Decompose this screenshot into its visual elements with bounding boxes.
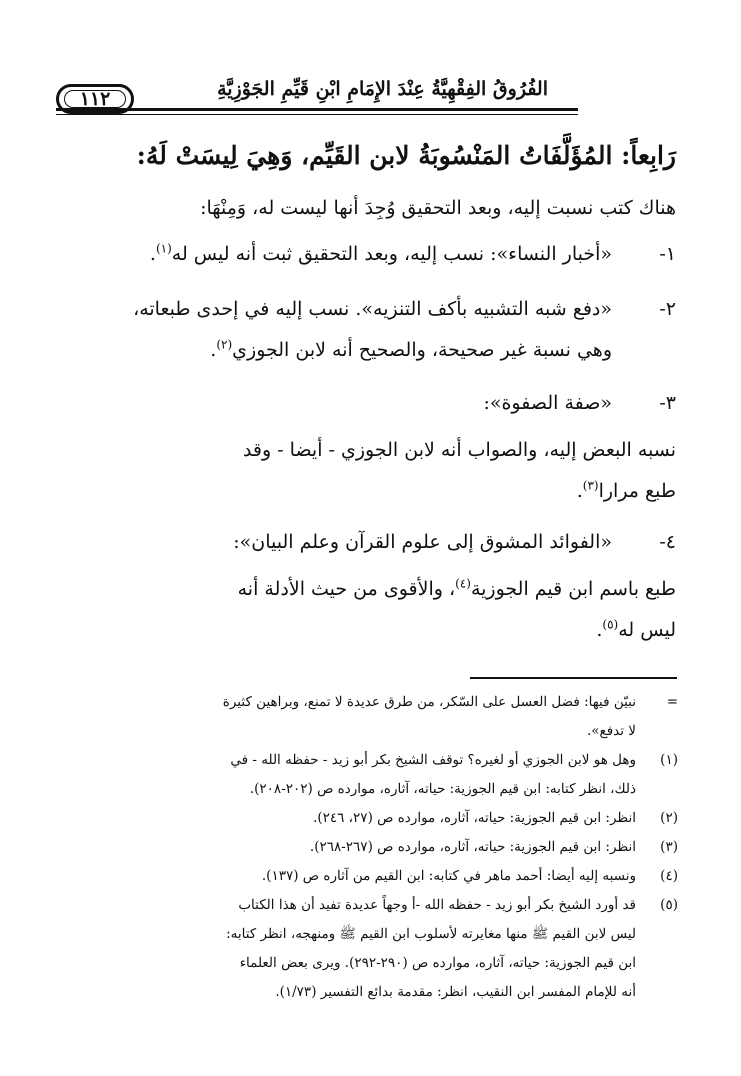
list-item — [62, 383, 676, 424]
item-tail: . — [596, 619, 603, 641]
header-rule — [56, 108, 578, 111]
footnote-mark: (١) — [660, 752, 678, 768]
footnote-mark: (٤) — [660, 868, 678, 884]
item-line — [62, 330, 612, 371]
item-text: طبع مرارا — [598, 480, 676, 502]
section-intro: هناك كتب نسبت إليه، وبعد التحقيق وُجِدَ أنها ليست له، وَمِنْهَا: — [200, 197, 676, 219]
item-text: ليس له — [618, 619, 676, 641]
footnote-mark: = — [666, 694, 678, 710]
footnote-line: أنه للإمام المفسر ابن النقيب، انظر: مقدمة بدائع التفسير (١/٧٣). — [275, 984, 636, 1000]
footnote — [62, 804, 678, 833]
footnote-ref[interactable]: (١) — [155, 241, 172, 256]
footnote-line: نبيّن فيها: فضل العسل على السّكر، من طرق عديدة لا تمنع، وبراهين كثيرة — [222, 694, 636, 710]
item-label: «الفوائد المشوق إلى علوم القرآن وعلم البيان»: — [233, 531, 612, 553]
item-number: ٤- — [659, 531, 676, 553]
page-number: ١١٢ — [79, 88, 111, 110]
item-number: ٣- — [659, 392, 676, 414]
item-tail: . — [210, 339, 217, 361]
footnote — [62, 746, 678, 804]
item-text: طبع باسم ابن قيم الجوزية — [470, 578, 676, 600]
section-heading: رَابِعاً: المُؤَلَّفَاتُ المَنْسُوبَةُ لابن القَيِّم، وَهِيَ لِيسَتْ لَهُ: — [136, 141, 676, 170]
footnote-ref[interactable]: (٤) — [455, 576, 471, 591]
item-text: «أخبار النساء»: نسب إليه، وبعد التحقيق ثبت أنه ليس له — [171, 243, 612, 265]
list-item — [62, 289, 676, 371]
header-rule-thin — [56, 114, 578, 115]
footnote-line: انظر: ابن قيم الجوزية: حياته، آثاره، موارده ص (٢٦٧-٢٦٨). — [309, 839, 636, 855]
footnote-mark: (٢) — [660, 810, 678, 826]
item-continuation — [62, 430, 676, 512]
item-line — [62, 471, 676, 512]
footnote-ref[interactable]: (٣) — [582, 478, 599, 493]
footnote-line: ليس لابن القيم ﷺ منها مغايرته لأسلوب ابن القيم ﷺ ومنهجه، انظر كتابه: — [226, 926, 636, 942]
page-number-badge — [56, 84, 134, 114]
footnote-line: ونسبه إليه أيضا: أحمد ماهر في كتابه: ابن القيم من آثاره ص (١٣٧). — [261, 868, 636, 884]
item-tail: . — [149, 243, 156, 265]
footnote — [62, 891, 678, 1007]
item-tail: . — [576, 480, 583, 502]
item-number: ٢- — [659, 298, 676, 320]
footnote-mark: (٣) — [660, 839, 678, 855]
footnote-line: قد أورد الشيخ بكر أبو زيد - حفظه الله -أ وجهاً عديدة تفيد أن هذا الكتاب — [238, 897, 636, 913]
footnote-line: لا تدفع». — [586, 723, 636, 739]
footnote-line: ابن قيم الجوزية: حياته، آثاره، موارده ص (٢٩٠-٢٩٢). ويرى بعض العلماء — [239, 955, 636, 971]
footnote-mark: (٥) — [660, 897, 678, 913]
item-continuation — [62, 569, 676, 651]
footnote-ref[interactable]: (٢) — [216, 337, 233, 352]
footnote-line: انظر: ابن قيم الجوزية: حياته، آثاره، موارده ص (٢٧، ٢٤٦). — [313, 810, 636, 826]
main-text — [62, 132, 676, 661]
book-title: الفُرُوقُ الفِقْهِيَّةُ عِنْدَ الإِمَامِ ابْنِ قَيِّمِ الجَوْزِيَّةِ — [217, 78, 548, 100]
item-label: «صفة الصفوة»: — [483, 392, 612, 414]
list-item — [62, 522, 676, 563]
item-line: «دفع شبه التشبيه بأكف التنزيه». نسب إليه في إحدى طبعاته، — [133, 298, 612, 320]
footnote — [62, 862, 678, 891]
item-line — [62, 569, 676, 610]
item-line — [62, 234, 612, 275]
footnote-ref[interactable]: (٥) — [602, 617, 619, 632]
footnote-separator — [470, 677, 677, 679]
running-header — [56, 66, 688, 124]
item-text: وهي نسبة غير صحيحة، والصحيح أنه لابن الجوزي — [232, 339, 612, 361]
list-item — [62, 234, 676, 275]
footnote-line: وهل هو لابن الجوزي أو لغيره؟ توقف الشيخ بكر أبو زيد - حفظه الله - في — [230, 752, 636, 768]
footnote-line: ذلك، انظر كتابه: ابن قيم الجوزية: حياته، آثاره، موارده ص (٢٠٢-٢٠٨). — [249, 781, 636, 797]
item-number: ١- — [659, 243, 676, 265]
item-line: نسبه البعض إليه، والصواب أنه لابن الجوزي - أيضا - وقد — [242, 439, 676, 461]
footnote — [62, 688, 678, 746]
item-text: ، والأقوى من حيث الأدلة أنه — [237, 578, 456, 600]
footnote — [62, 833, 678, 862]
item-line — [62, 610, 676, 651]
footnotes — [62, 688, 678, 1007]
